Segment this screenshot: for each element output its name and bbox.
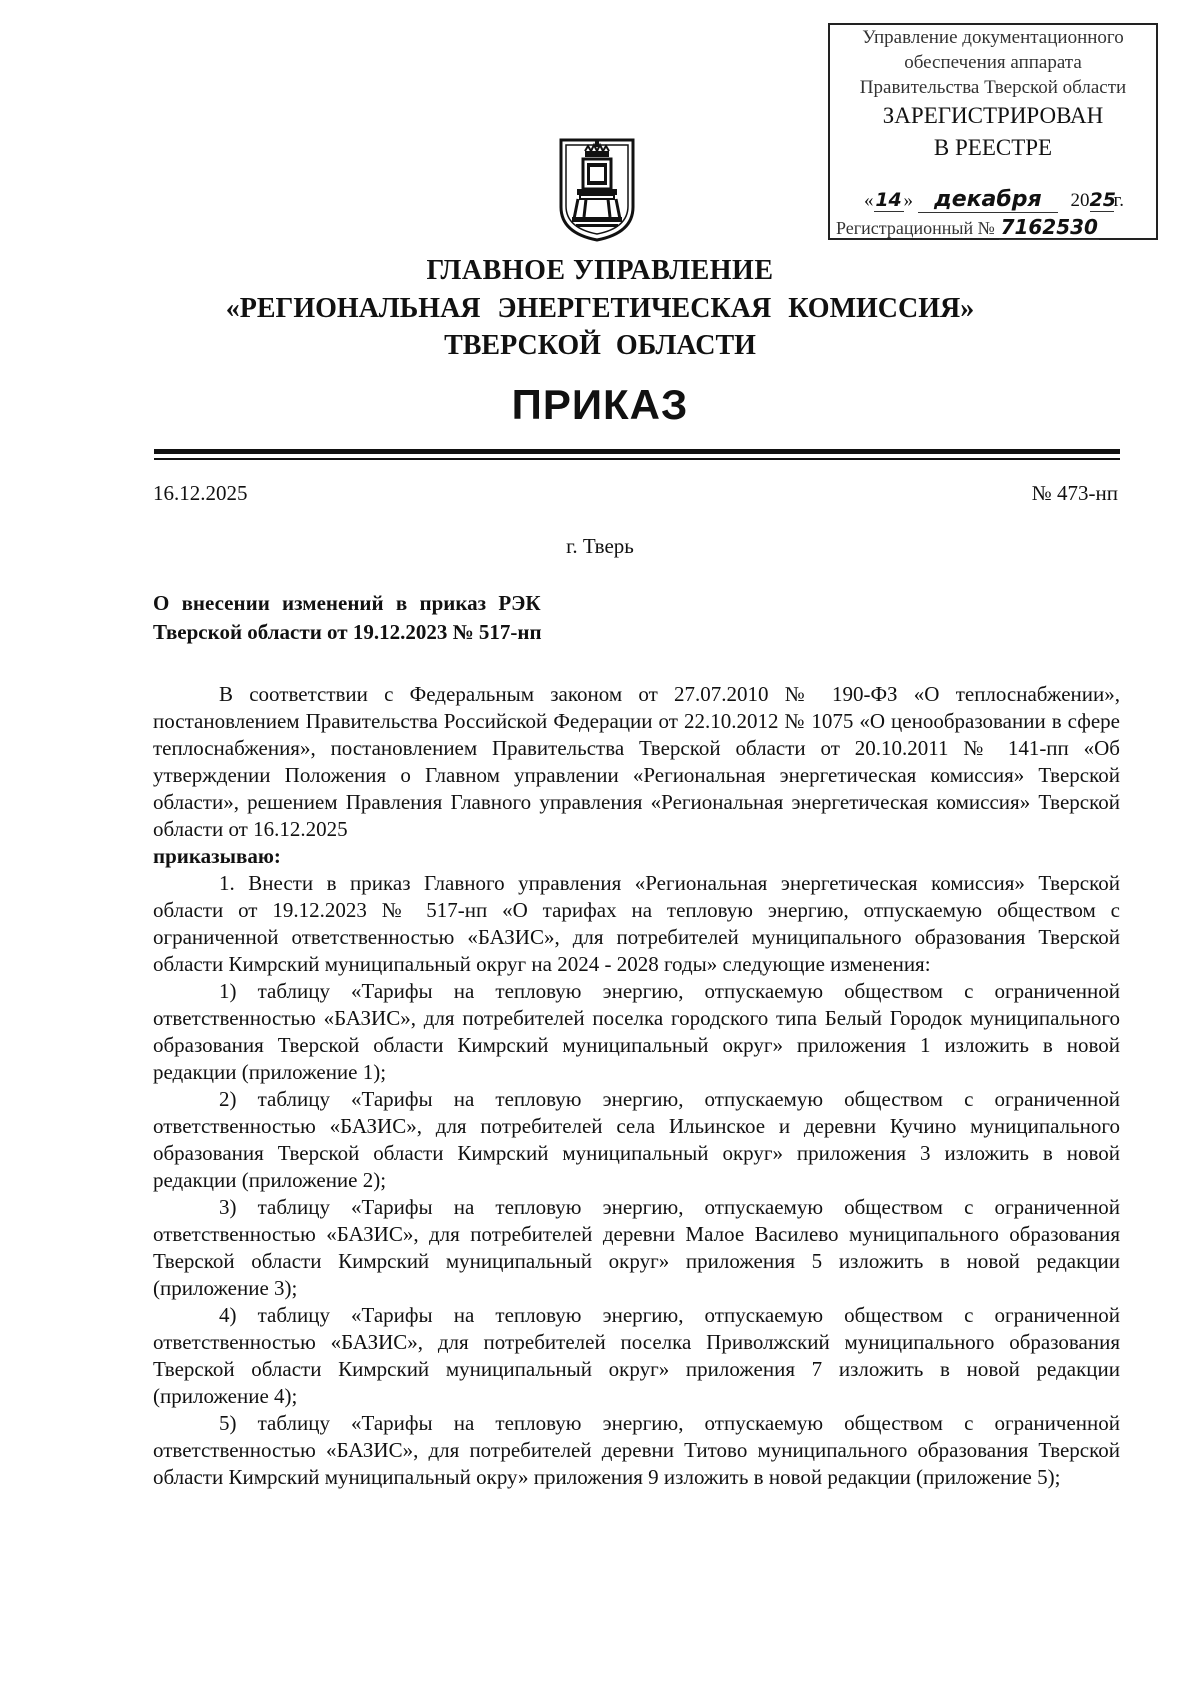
header-rule-thick (154, 449, 1120, 454)
stamp-month: декабря (918, 187, 1058, 213)
document-city: г. Тверь (566, 534, 634, 558)
stamp-line-3: Правительства Тверской области (859, 77, 1127, 98)
document-number: № 473-нп (1031, 481, 1118, 505)
coat-of-arms-icon (558, 137, 636, 243)
document-subject (153, 589, 753, 647)
stamp-year-unit: г. (1113, 190, 1124, 211)
order-word: приказываю: (153, 844, 281, 868)
subject-line-2: Тверской области от 19.12.2023 № 517-нп (153, 620, 542, 644)
list-item: 5) таблицу «Тарифы на тепловую энергию, отпускаемую обществом с ограниченной ответственностью «БАЗИС», для потребителей деревни Титово муниципального образования Тверской области Кимрский муниципальный окру» приложения 9 изложить в новой редакции (приложение 5); (153, 1411, 1120, 1489)
document-type-title: ПРИКАЗ (511, 381, 689, 428)
stamp-registered-1: ЗАРЕГИСТРИРОВАН (882, 103, 1104, 128)
stamp-line-2: обеспечения аппарата (904, 52, 1082, 73)
stamp-registered-2: В РЕЕСТРЕ (933, 135, 1053, 160)
list-item: 3) таблицу «Тарифы на тепловую энергию, отпускаемую обществом с ограниченной ответственностью «БАЗИС», для потребителей деревни Малое Василево муниципального образования Тверской области Кимрский муниципальный округ» приложения 5 изложить в новой редакции (приложение 3); (153, 1195, 1120, 1300)
header-rule-thin (154, 458, 1120, 460)
org-name-line-1: ГЛАВНОЕ УПРАВЛЕНИЕ (426, 255, 774, 286)
org-name-line-2: «РЕГИОНАЛЬНАЯ ЭНЕРГЕТИЧЕСКАЯ КОМИССИЯ» (225, 293, 975, 324)
list-item: 1) таблицу «Тарифы на тепловую энергию, отпускаемую обществом с ограниченной ответственностью «БАЗИС», для потребителей поселка городского типа Белый Городок муниципального образования Тверской области Кимрский муниципальный округ» приложения 1 изложить в новой редакции (приложение 1); (153, 979, 1120, 1084)
list-item: 2) таблицу «Тарифы на тепловую энергию, отпускаемую обществом с ограниченной ответственностью «БАЗИС», для потребителей села Ильинское и деревни Кучино муниципального образования Тверской области Кимрский муниципальный округ» приложения 3 изложить в новой редакции (приложение 2); (153, 1087, 1120, 1192)
stamp-number-line (836, 215, 1150, 239)
stamp-reg-label: Регистрационный № (836, 218, 995, 238)
stamp-year-prefix: 20 (1070, 190, 1090, 211)
stamp-year-suffix: 25 (1089, 189, 1116, 211)
point-1-paragraph: 1. Внести в приказ Главного управления «Региональная энергетическая комиссия» Тверской области от 19.12.2023 № 517-нп «О тарифах на тепловую энергию, отпускаемую обществом с ограниченной ответственностью «БАЗИС», для потребителей муниципального образования Тверской области Кимрский муниципальный округ на 2024 - 2028 годы» следующие изменения: (153, 871, 1120, 976)
document-body (153, 681, 1120, 1491)
stamp-line-1: Управление документационного (862, 27, 1124, 48)
list-item: 4) таблицу «Тарифы на тепловую энергию, отпускаемую обществом с ограниченной ответственностью «БАЗИС», для потребителей поселка Приволжский муниципального образования Тверской области Кимрский муниципальный округ» приложения 7 изложить в новой редакции (приложение 4); (153, 1303, 1120, 1408)
org-name-line-3: ТВЕРСКОЙ ОБЛАСТИ (444, 330, 756, 361)
stamp-date-line: «14» декабря 2025г. (864, 187, 1124, 212)
stamp-reg-number: 7162530 (1000, 215, 1098, 239)
registration-stamp (828, 23, 1158, 240)
document-date: 16.12.2025 (153, 481, 248, 505)
preamble-paragraph: В соответствии с Федеральным законом от 27.07.2010 № 190-ФЗ «О теплоснабжении», постановлением Правительства Российской Федерации от 22.10.2012 № 1075 «О ценообразовании в сфере теплоснабжения», постановлением Правительства Тверской области от 20.10.2011 № 141-пп «Об утверждении Положения о Главном управлении «Региональная энергетическая комиссия» Тверской области», решением Правления Главного управления «Региональная энергетическая комиссия» Тверской области от 16.12.2025 (153, 682, 1120, 841)
stamp-day: 14 (875, 189, 902, 211)
subject-line-1: О внесении изменений в приказ РЭК (153, 591, 541, 615)
